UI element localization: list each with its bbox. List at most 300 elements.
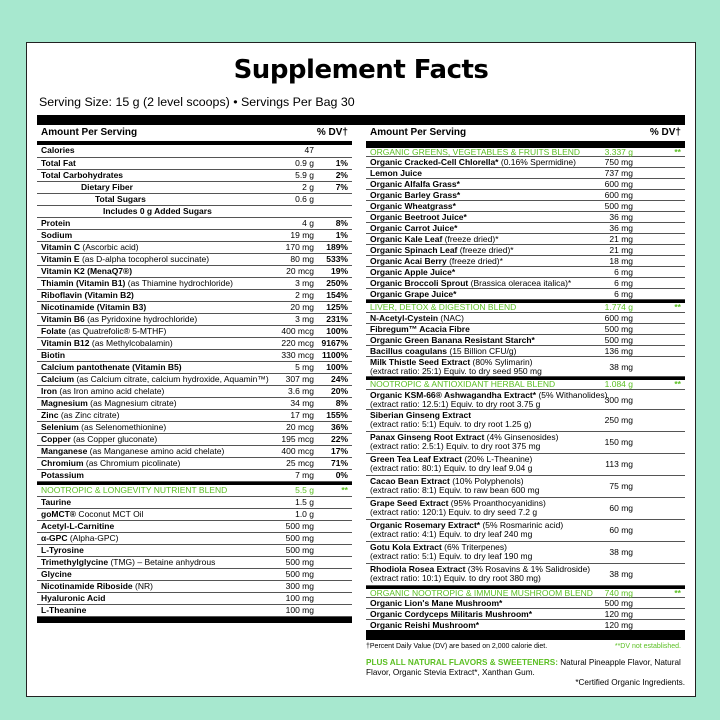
extract-ratio: (extract ratio: 120:1) Equiv. to dry seed 7.2 g [370, 507, 538, 517]
nutrient-label: Green Tea Leaf Extract [370, 454, 462, 464]
nutrient-row [37, 278, 352, 290]
nutrient-name [41, 458, 180, 468]
amount-value: 18 mg [609, 256, 633, 266]
dv-value: 100% [326, 362, 348, 372]
nutrient-name [41, 218, 70, 228]
nutrient-name [41, 302, 146, 312]
nutrient-name [41, 497, 71, 507]
nutrient-name [370, 324, 470, 334]
nutrient-row [37, 374, 352, 386]
nutrient-label: α-GPC [41, 533, 68, 543]
page-title: Supplement Facts [233, 55, 489, 85]
nutrient-source: (as Thiamine hydrochloride) [125, 278, 233, 288]
dv-header-label: % DV† [649, 127, 681, 138]
nutrient-row [37, 458, 352, 470]
dv-value: 7% [335, 182, 348, 192]
nutrient-source: (freeze dried)* [457, 245, 514, 255]
nutrient-row [37, 230, 352, 242]
extract-ratio: (extract ratio: 25:1) Equiv. to dry seed 950 mg [370, 366, 542, 376]
nutrient-label: Riboflavin (Vitamin B2) [41, 290, 134, 300]
nutrient-row [366, 289, 685, 300]
nutrient-label: Chromium [41, 458, 84, 468]
amount-value: 1.774 g [604, 302, 633, 312]
right-header [366, 125, 685, 145]
nutrient-row [37, 533, 352, 545]
nutrient-name [41, 338, 173, 348]
nutrient-row [37, 314, 352, 326]
amount-value: 0.6 g [295, 194, 314, 204]
dv-value: ** [674, 588, 681, 598]
amount-value: 500 mg [604, 324, 633, 334]
nutrient-row [37, 145, 352, 158]
nutrient-source: (as Chromium picolinate) [83, 458, 181, 468]
nutrient-source: (95% Proanthocyanidins) [448, 498, 546, 508]
dv-value: 71% [330, 458, 348, 468]
extract-ratio: (extract ratio: 5:1) Equiv. to dry leaf 190 mg [370, 551, 533, 561]
nutrient-name [41, 446, 224, 456]
nutrient-name [370, 278, 571, 288]
nutrient-row [37, 362, 352, 374]
amount-value: 5.9 g [295, 170, 314, 180]
amount-value: 750 mg [604, 157, 633, 167]
nutrient-name [41, 230, 72, 240]
nutrient-source: (5% Withanolides) [536, 390, 608, 400]
amount-value: 300 mg [285, 581, 314, 591]
amount-value: 21 mg [609, 245, 633, 255]
nutrient-label: Manganese [41, 446, 88, 456]
nutrient-source: (as Quatrefolic® 5-MTHF) [66, 326, 167, 336]
amount-value: 6 mg [614, 278, 633, 288]
nutrient-label: Organic KSM-66® Ashwagandha Extract* [370, 390, 537, 400]
dv-value: 154% [326, 290, 348, 300]
nutrient-row [37, 194, 352, 206]
nutrient-label: Includes 0 g Added Sugars [103, 206, 212, 216]
amount-value: 737 mg [604, 168, 633, 178]
flavors-text: Natural Pineapple Flavor, Natural Flavor, Organic Stevia Extract*, Xanthan Gum. [366, 658, 681, 677]
nutrient-name [370, 358, 542, 376]
nutrient-row [37, 410, 352, 422]
nutrient-row [37, 206, 352, 218]
amount-value: 113 mg [605, 459, 633, 469]
nutrient-source: (as Iron amino acid chelate) [57, 386, 165, 396]
dv-value: 250% [326, 278, 348, 288]
amount-value: 150 mg [604, 437, 633, 447]
nutrient-source: (as Pyridoxine hydrochloride) [84, 314, 198, 324]
supplement-facts-panel [26, 42, 696, 697]
nutrient-name [370, 499, 546, 517]
nutrient-label: L-Tyrosine [41, 545, 84, 555]
nutrient-name [41, 350, 65, 360]
amount-value: 6 mg [614, 289, 633, 299]
nutrient-name [370, 391, 607, 409]
nutrient-name [370, 620, 479, 630]
amount-value: 60 mg [609, 503, 633, 513]
nutrient-source: (as Calcium citrate, calcium hydroxide, Aquamin™) [74, 374, 269, 384]
amount-value: 3.337 g [604, 147, 633, 157]
nutrient-label: Nicotinamide Riboside [41, 581, 133, 591]
nutrient-label: Rhodiola Rosea Extract [370, 564, 466, 574]
nutrient-name [41, 605, 86, 615]
amount-value: 195 mcg [281, 434, 314, 444]
extract-ratio: (extract ratio: 2.5:1) Equiv. to dry root 375 mg [370, 441, 541, 451]
amount-value: 500 mg [285, 533, 314, 543]
amount-value: 80 mg [290, 254, 314, 264]
amount-value: 36 mg [609, 223, 633, 233]
nutrient-row [37, 434, 352, 446]
nutrient-source: (as Magnesium citrate) [87, 398, 177, 408]
amount-value: 600 mg [604, 179, 633, 189]
amount-value: 400 mcg [281, 446, 314, 456]
nutrient-source: (NR) [132, 581, 153, 591]
right-column [366, 125, 685, 631]
nutrient-row [37, 254, 352, 266]
nutrient-row [37, 509, 352, 521]
amount-value: 500 mg [604, 201, 633, 211]
amount-value: 21 mg [609, 234, 633, 244]
amount-value: 5.5 g [295, 485, 314, 495]
blend-name: NOOTROPIC & LONGEVITY NUTRIENT BLEND [41, 485, 228, 495]
dv-value: 22% [330, 434, 348, 444]
nutrient-row [37, 557, 352, 569]
dv-value: 17% [330, 446, 348, 456]
nutrient-name [370, 245, 514, 255]
nutrient-row [37, 242, 352, 254]
nutrient-label: Bacillus coagulans [370, 346, 447, 356]
amount-value: 38 mg [609, 362, 633, 372]
nutrient-name [370, 148, 580, 156]
dv-value: 231% [326, 314, 348, 324]
blend-header-row [366, 145, 685, 157]
nutrient-row [37, 158, 352, 170]
nutrient-row [366, 335, 685, 346]
nutrient-row [37, 338, 352, 350]
right-rows [366, 145, 685, 631]
nutrient-name [41, 470, 84, 480]
nutrient-row [37, 170, 352, 182]
nutrient-row [37, 446, 352, 458]
nutrient-name [370, 201, 456, 211]
nutrient-label: Milk Thistle Seed Extract [370, 357, 471, 367]
amount-value: 307 mg [285, 374, 314, 384]
dv-value: 9167% [321, 338, 348, 348]
nutrient-label: Thiamin (Vitamin B1) [41, 278, 126, 288]
dv-value: 0% [335, 470, 348, 480]
left-bottom-bar [37, 617, 352, 623]
nutrient-name [41, 170, 123, 180]
dv-value: 189% [326, 242, 348, 252]
amount-value: 120 mg [604, 609, 633, 619]
nutrient-row [366, 201, 685, 212]
amount-value: 19 mg [290, 230, 314, 240]
nutrient-label: Total Carbohydrates [41, 170, 124, 180]
nutrient-row [366, 190, 685, 201]
amount-value: 47 [304, 145, 314, 155]
nutrient-name [370, 380, 555, 389]
nutrient-name [370, 411, 531, 429]
amount-value: 1.0 g [295, 509, 314, 519]
amount-value: 740 mg [604, 588, 633, 598]
nutrient-name [370, 267, 455, 277]
nutrient-label: Organic Grape Juice* [370, 289, 457, 299]
nutrient-name [41, 314, 197, 324]
extract-ratio: (extract ratio: 8:1) Equiv. to raw bean 600 mg [370, 485, 540, 495]
nutrient-name [370, 543, 532, 561]
nutrient-name [370, 455, 532, 473]
amount-value: 500 mg [285, 569, 314, 579]
nutrient-name [370, 521, 563, 539]
nutrient-label: Hyaluronic Acid [41, 593, 106, 603]
blend-header-row [366, 300, 685, 313]
dv-value: 19% [330, 266, 348, 276]
nutrient-label: Selenium [41, 422, 79, 432]
amount-value: 500 mg [604, 335, 633, 345]
amount-value: 100 mg [285, 593, 314, 603]
nutrient-label: Organic Kale Leaf [370, 234, 443, 244]
nutrient-label: Dietary Fiber [81, 182, 133, 192]
nutrient-row [366, 564, 685, 586]
amount-value: 38 mg [609, 569, 633, 579]
nutrient-row [37, 569, 352, 581]
blend-header-row [366, 377, 685, 390]
nutrient-row [366, 598, 685, 609]
nutrient-label: Copper [41, 434, 71, 444]
amount-value: 3.6 mg [288, 386, 314, 396]
nutrient-name [41, 509, 143, 519]
nutrient-name [370, 179, 460, 189]
nutrient-source: (6% Triterpenes) [441, 542, 507, 552]
amount-per-serving-label: Amount Per Serving [41, 127, 138, 138]
amount-value: 20 mcg [286, 266, 314, 276]
amount-value: 500 mg [604, 598, 633, 608]
nutrient-source: (15 Billion CFU/g) [447, 346, 517, 356]
nutrient-label: Glycine [41, 569, 72, 579]
nutrient-label: Organic Spinach Leaf [370, 245, 458, 255]
nutrient-row [366, 234, 685, 245]
nutrient-row [366, 313, 685, 324]
nutrient-row [366, 609, 685, 620]
nutrient-label: Organic Cracked-Cell Chlorella* [370, 157, 499, 167]
nutrient-name [41, 254, 209, 264]
nutrient-label: Vitamin B12 [41, 338, 90, 348]
nutrient-name [41, 569, 72, 579]
nutrient-label: Organic Beetroot Juice* [370, 212, 467, 222]
amount-value: 60 mg [609, 525, 633, 535]
nutrient-row [37, 521, 352, 533]
nutrient-row [366, 346, 685, 357]
nutrient-name [370, 335, 535, 345]
blend-header-row [366, 586, 685, 598]
nutrient-name [41, 557, 215, 567]
amount-value: 34 mg [290, 398, 314, 408]
amount-value: 25 mcg [286, 458, 314, 468]
nutrient-label: Protein [41, 218, 71, 228]
amount-value: 2 mg [295, 290, 314, 300]
extract-ratio: (extract ratio: 4:1) Equiv. to dry leaf 240 mg [370, 529, 533, 539]
nutrient-name [41, 434, 157, 444]
left-column [37, 125, 352, 623]
nutrient-row [37, 593, 352, 605]
amount-value: 600 mg [604, 190, 633, 200]
nutrient-label: Potassium [41, 470, 84, 480]
dv-value: 125% [326, 302, 348, 312]
amount-value: 170 mg [285, 242, 314, 252]
nutrient-source: (as D-alpha tocopherol succinate) [79, 254, 210, 264]
nutrient-name [370, 256, 503, 266]
nutrient-name [41, 182, 133, 192]
nutrient-row [37, 497, 352, 509]
nutrient-source: (as Zinc citrate) [58, 410, 120, 420]
amount-value: 1.084 g [604, 379, 633, 389]
extract-ratio: (extract ratio: 10:1) Equiv. to dry root 380 mg) [370, 573, 541, 583]
nutrient-label: Organic Reishi Mushroom* [370, 620, 480, 630]
amount-value: 20 mcg [286, 422, 314, 432]
nutrient-name [370, 168, 422, 178]
dv-value: 100% [326, 326, 348, 336]
nutrient-name [41, 362, 182, 372]
amount-value: 0.9 g [295, 158, 314, 168]
dv-header-label: % DV† [316, 127, 348, 138]
nutrient-label: Vitamin B6 [41, 314, 85, 324]
dv-not-established-footnote: **DV not established. [614, 643, 681, 650]
nutrient-label: Gotu Kola Extract [370, 542, 442, 552]
nutrient-source: (as Selenomethionine) [78, 422, 167, 432]
nutrient-name [370, 609, 532, 619]
nutrient-row [366, 410, 685, 432]
nutrient-name [41, 290, 134, 300]
nutrient-label: Total Sugars [95, 194, 146, 204]
nutrient-label: Calcium pantothenate (Vitamin B5) [41, 362, 182, 372]
blend-header-row [37, 482, 352, 497]
nutrient-label: N-Acetyl-Cystein [370, 313, 439, 323]
amount-value: 4 g [302, 218, 314, 228]
nutrient-source: (Alpha-GPC) [67, 533, 119, 543]
nutrient-label: Acetyl-L-Carnitine [41, 521, 115, 531]
amount-value: 500 mg [285, 545, 314, 555]
nutrient-name [370, 433, 558, 451]
amount-value: 6 mg [614, 267, 633, 277]
nutrient-row [366, 390, 685, 410]
amount-value: 3 mg [295, 314, 314, 324]
nutrient-name [41, 521, 114, 531]
nutrient-name [370, 598, 502, 608]
nutrient-name [41, 194, 146, 204]
nutrient-name [370, 313, 464, 323]
dv-footnote: †Percent Daily Value (DV) are based on 2,000 calorie diet. [366, 643, 548, 650]
nutrient-label: Grape Seed Extract [370, 498, 449, 508]
nutrient-label: Lemon Juice [370, 168, 422, 178]
dv-value: ** [674, 302, 681, 312]
nutrient-row [366, 432, 685, 454]
nutrient-label: Organic Apple Juice* [370, 267, 456, 277]
nutrient-row [366, 498, 685, 520]
nutrient-row [37, 422, 352, 434]
dv-value: ** [674, 147, 681, 157]
nutrient-source: (as Manganese amino acid chelate) [87, 446, 225, 456]
nutrient-row [37, 545, 352, 557]
nutrient-label: Cacao Bean Extract [370, 476, 450, 486]
nutrient-source: Coconut MCT Oil [76, 509, 144, 519]
nutrient-label: Calories [41, 145, 75, 155]
nutrient-label: Taurine [41, 497, 72, 507]
dv-value: 1% [335, 230, 348, 240]
dv-value: ** [341, 485, 348, 495]
amount-value: 120 mg [604, 620, 633, 630]
nutrient-name [41, 158, 76, 168]
nutrient-source: (freeze dried)* [446, 256, 503, 266]
extract-ratio: (extract ratio: 5:1) Equiv. to dry root 1.25 g) [370, 419, 532, 429]
nutrient-name [370, 565, 590, 583]
nutrient-source: (as Copper gluconate) [70, 434, 158, 444]
nutrient-row [366, 245, 685, 256]
nutrient-label: Panax Ginseng Root Extract [370, 432, 485, 442]
nutrient-name [41, 545, 84, 555]
nutrient-name [41, 374, 269, 384]
nutrient-label: Organic Cordyceps Militaris Mushroom* [370, 609, 533, 619]
nutrient-row [37, 302, 352, 314]
left-header [37, 125, 352, 145]
nutrient-row [37, 266, 352, 278]
nutrient-row [37, 605, 352, 617]
nutrient-label: Folate [41, 326, 67, 336]
nutrient-name [370, 212, 467, 222]
amount-value: 36 mg [609, 212, 633, 222]
amount-value: 400 mcg [281, 326, 314, 336]
nutrient-row [37, 326, 352, 338]
dv-value: 8% [335, 398, 348, 408]
nutrient-name [370, 346, 516, 356]
nutrient-source: (5% Rosmarinic acid) [480, 520, 564, 530]
amount-value: 1.5 g [295, 497, 314, 507]
left-rows [37, 145, 352, 617]
top-divider-bar [37, 115, 685, 125]
nutrient-label: Organic Acai Berry [370, 256, 447, 266]
nutrient-row [366, 278, 685, 289]
nutrient-row [37, 218, 352, 230]
amount-value: 20 mg [290, 302, 314, 312]
nutrient-name [41, 410, 119, 420]
nutrient-name [41, 266, 132, 276]
amount-value: 100 mg [285, 605, 314, 615]
serving-info: Serving Size: 15 g (2 level scoops) • Servings Per Bag 30 [39, 95, 355, 109]
blend-name: LIVER, DETOX & DIGESTION BLEND [370, 302, 517, 312]
amount-value: 250 mg [604, 415, 633, 425]
nutrient-row [37, 290, 352, 302]
nutrient-source: (TMG) – Betaine anhydrous [108, 557, 216, 567]
nutrient-label: Nicotinamide (Vitamin B3) [41, 302, 147, 312]
nutrient-name [41, 206, 212, 216]
nutrient-source: (as Methylcobalamin) [89, 338, 173, 348]
nutrient-name [41, 593, 105, 603]
dv-value: 8% [335, 218, 348, 228]
nutrient-name [370, 190, 460, 200]
amount-value: 2 g [302, 182, 314, 192]
nutrient-label: Biotin [41, 350, 66, 360]
nutrient-row [366, 267, 685, 278]
nutrient-source: (Ascorbic acid) [80, 242, 139, 252]
nutrient-row [366, 212, 685, 223]
nutrient-label: Zinc [41, 410, 59, 420]
amount-value: 500 mg [285, 521, 314, 531]
nutrient-name [41, 326, 166, 336]
nutrient-source: (Brassica oleracea italica)* [468, 278, 572, 288]
nutrient-label: Iron [41, 386, 58, 396]
nutrient-label: goMCT® [41, 509, 77, 519]
nutrient-row [366, 179, 685, 190]
certified-organic-note: *Certified Organic Ingredients. [575, 678, 685, 687]
amount-value: 75 mg [609, 481, 633, 491]
amount-value: 220 mcg [281, 338, 314, 348]
flavors-label: PLUS ALL NATURAL FLAVORS & SWEETENERS: [366, 658, 558, 667]
